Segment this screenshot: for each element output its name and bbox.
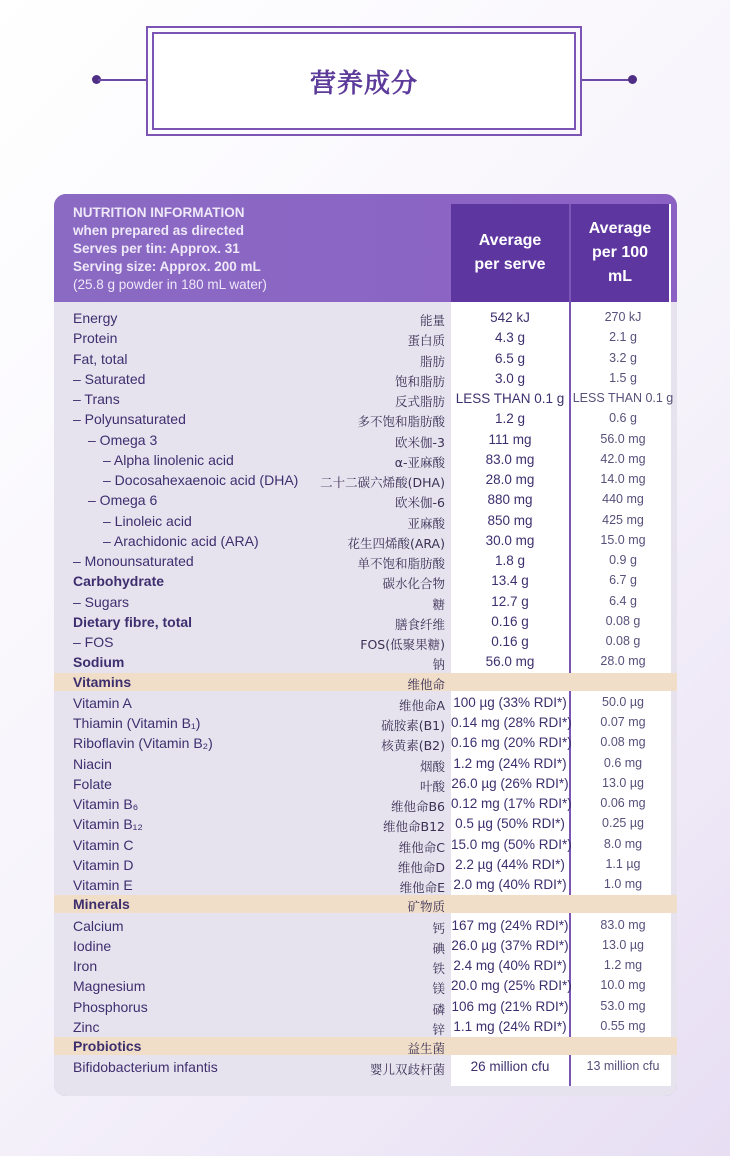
per-serve-value: 26 million cfu [470,1059,550,1075]
per-100ml-value: 13.0 µg [602,775,644,790]
nutrient-row [54,774,677,794]
nutrient-name-cn: 糖 [432,596,445,612]
per-serve-value: 0.12 mg (17% RDI*) [451,796,572,811]
per-serve-value: 1.2 mg (24% RDI*) [453,755,567,771]
nutrient-name: – Polyunsaturated [73,411,186,428]
per-100ml-value: 50.0 µg [602,694,644,709]
per-100ml-value: 0.6 mg [603,755,643,770]
nutrient-name: – Arachidonic acid (ARA) [103,532,259,549]
per-100ml-value: 83.0 mg [600,917,646,932]
nutrient-name: Vitamin B₆ [73,796,139,812]
nutrient-row [54,916,677,936]
per-100ml-value: 0.6 g [609,411,637,426]
per-100ml-value: 6.4 g [609,593,637,608]
nutrient-name: – Trans [73,391,120,407]
nutrient-row [54,733,677,753]
nutrient-name-cn: 钠 [432,657,445,673]
per-serve-value: 83.0 mg [485,451,535,467]
nutrition-panel [54,194,677,1096]
per-100ml-value: 0.06 mg [600,796,646,810]
nutrient-name: Vitamins [73,673,132,690]
section-row [54,1037,677,1055]
per-serve-header [451,204,569,302]
per-serve-value: 1.8 g [494,553,526,568]
nutrient-name-cn: α-亚麻酸 [394,454,445,470]
nutrient-name: Niacin [73,755,112,772]
per-serve-header-label: Average per serve [474,232,546,273]
nutrient-name: – FOS [73,634,114,650]
section-row [54,895,677,913]
nutrient-row [54,531,677,551]
nutrient-name-cn: 碘 [432,940,445,956]
nutrient-name-cn: 维他命B6 [390,799,445,814]
per-serve-value: 111 mg [488,431,532,447]
per-serve-value: 12.7 g [491,593,529,609]
per-100ml-value: 15.0 mg [600,532,646,547]
nutrient-name-cn: 单不饱和脂肪酸 [357,556,445,571]
nutrient-row [54,571,677,591]
nutrient-row [54,814,677,834]
per-serve-value: 880 mg [487,492,533,508]
nutrient-name-cn: 硫胺素(B1) [381,718,445,733]
per-serve-value: 28.0 mg [485,472,535,487]
nutrient-name: Probiotics [73,1038,142,1054]
nutrient-row [54,1057,677,1077]
per-serve-value: 3.0 g [494,370,526,386]
nutrient-name: Iron [73,958,98,974]
per-100ml-value: 1.1 µg [605,856,641,871]
heading-line: Serving size: Approx. 200 mL [73,259,261,274]
per-serve-value: 26.0 µg (26% RDI*) [451,775,569,791]
nutrient-name-cn: 欧米伽-3 [395,434,445,450]
per-100ml-value: 425 mg [602,512,644,527]
nutrient-name-cn: 蛋白质 [407,333,445,349]
per-100ml-value: 0.08 g [605,634,641,648]
nutrient-name: Thiamin (Vitamin B₁) [73,715,201,731]
per-serve-value: 0.5 µg (50% RDI*) [455,816,565,832]
nutrient-name: Minerals [73,896,130,913]
per-serve-value: 100 µg (33% RDI*) [453,694,567,710]
nutrient-row [54,328,677,348]
section-row [54,673,677,691]
nutrient-name-cn: 二十二碳六烯酸(DHA) [320,475,445,490]
nutrient-name: Vitamin C [73,836,134,853]
title-right-line [582,79,632,81]
per-serve-value: 13.4 g [491,573,529,589]
per-serve-value: 56.0 mg [485,654,535,670]
nutrient-row [54,936,677,956]
nutrient-name: Vitamin D [73,856,134,873]
nutrient-name-cn: 维他命B12 [383,819,445,835]
nutrient-row [54,1017,677,1037]
per-serve-value: 167 mg (24% RDI*) [451,917,569,933]
per-100ml-value: 2.1 g [609,330,637,345]
per-100ml-value: 6.7 g [609,573,637,588]
per-100ml-value: 1.5 g [609,370,637,385]
per-100ml-value: 0.9 g [609,553,637,567]
per-serve-value: 0.14 mg (28% RDI*) [451,715,572,730]
nutrient-name: Riboflavin (Vitamin B₂) [73,735,213,752]
per-serve-value: LESS THAN 0.1 g [455,391,565,406]
per-100ml-value: LESS THAN 0.1 g [572,391,674,405]
nutrient-name-cn: 维他命C [398,839,445,855]
nutrient-row [54,511,677,531]
per-serve-value: 15.0 mg (50% RDI*) [451,836,572,852]
per-100ml-value: 0.08 g [605,613,641,628]
per-100ml-value: 56.0 mg [600,431,646,446]
nutrient-name-cn: 能量 [419,313,445,328]
nutrient-row [54,693,677,713]
nutrient-name: Magnesium [73,978,146,995]
nutrient-row [54,409,677,429]
nutrient-name-cn: 叶酸 [419,778,445,794]
per-serve-value: 4.3 g [494,330,526,346]
per-serve-value: 0.16 g [491,634,529,649]
title-right-dot [628,75,637,84]
per-100ml-value: 53.0 mg [600,998,646,1013]
nutrient-name-cn: 维他命 [407,676,445,692]
nutrient-row [54,389,677,409]
nutrient-name-cn: 维他命A [398,697,445,713]
heading-line: when prepared as directed [73,223,245,238]
per-100ml-value: 8.0 mg [603,836,643,851]
per-100ml-value: 13 million cfu [586,1059,660,1074]
nutrient-row [54,430,677,450]
per-100ml-value: 28.0 mg [600,654,646,669]
nutrient-name-cn: 膳食纤维 [394,616,445,632]
nutrient-row [54,592,677,612]
heading-line: Serves per tin: Approx. 31 [73,241,240,256]
nutrient-name: – Linoleic acid [103,512,192,529]
per-serve-value: 2.0 mg (40% RDI*) [453,877,567,892]
page-title: 营养成分 [309,68,418,99]
nutrient-name-cn: 反式脂肪 [394,394,445,409]
nutrient-row [54,794,677,814]
nutrient-name: – Sugars [73,593,130,610]
per-serve-value: 542 kJ [490,310,530,325]
per-100ml-value: 1.2 mg [603,958,643,972]
nutrient-name-cn: 铁 [432,961,445,976]
nutrient-name: Vitamin E [73,877,133,893]
nutrient-name-cn: 欧米伽-6 [395,495,445,511]
nutrient-name: Sodium [73,654,125,671]
nutrient-name: – Saturated [73,370,146,387]
nutrient-name-cn: 脂肪 [419,353,445,369]
per-100ml-value: 10.0 mg [600,978,646,993]
nutrient-name: Bifidobacterium infantis [73,1059,218,1076]
nutrient-row [54,369,677,389]
nutrient-name-cn: 锌 [432,1021,445,1037]
per-100ml-value: 1.0 mg [603,877,643,891]
nutrient-name: Energy [73,310,118,326]
nutrient-row [54,551,677,571]
per-100ml-header [571,204,669,302]
per-100ml-value: 13.0 µg [602,937,644,952]
nutrient-row [54,308,677,328]
nutrient-name-cn: 镁 [432,981,445,997]
nutrient-name: – Alpha linolenic acid [103,451,234,468]
nutrient-name: Carbohydrate [73,573,165,590]
nutrient-row [54,470,677,490]
per-100ml-value: 440 mg [602,492,644,507]
nutrient-row [54,754,677,774]
per-100ml-value: 0.55 mg [600,1018,646,1033]
nutrient-name: Vitamin B₁₂ [73,816,143,833]
per-serve-value: 20.0 mg (25% RDI*) [451,978,572,994]
nutrient-name: – Docosahexaenoic acid (DHA) [103,472,299,488]
nutrient-name-cn: FOS(低聚果糖) [360,637,445,652]
per-100ml-value: 14.0 mg [600,472,646,486]
nutrition-info-heading [73,204,267,294]
per-serve-value: 850 mg [487,512,533,528]
nutrient-row [54,976,677,996]
per-100ml-header-label: Average per 100 mL [588,220,652,285]
per-serve-value: 2.2 µg (44% RDI*) [455,856,565,872]
nutrient-row [54,490,677,510]
heading-line: NUTRITION INFORMATION [73,205,245,220]
nutrient-name: Calcium [73,917,124,934]
nutrient-name-cn: 饱和脂肪 [394,373,445,389]
nutrient-name-cn: 维他命D [397,859,445,875]
title-frame [146,26,582,136]
per-serve-value: 6.5 g [494,350,526,366]
nutrient-row [54,997,677,1017]
nutrient-name: Fat, total [73,350,128,367]
nutrient-row [54,835,677,855]
per-serve-value: 2.4 mg (40% RDI*) [453,958,567,973]
nutrient-row [54,875,677,895]
per-serve-value: 1.2 g [494,411,526,427]
per-100ml-value: 270 kJ [604,310,642,324]
nutrient-name-cn: 婴儿双歧杆菌 [369,1062,445,1078]
nutrient-name-cn: 益生菌 [407,1041,445,1056]
per-serve-value: 0.16 g [491,613,529,629]
nutrient-name-cn: 维他命E [399,880,445,895]
nutrient-row [54,855,677,875]
per-100ml-value: 0.25 µg [602,816,644,831]
per-100ml-value: 0.08 mg [600,735,646,750]
nutrient-name-cn: 核黄素(B2) [381,738,445,754]
nutrient-name-cn: 多不饱和脂肪酸 [357,414,445,430]
heading-line: (25.8 g powder in 180 mL water) [73,277,267,292]
nutrient-name: Iodine [73,937,112,954]
per-serve-value: 106 mg (21% RDI*) [451,998,569,1014]
nutrient-row [54,632,677,652]
nutrient-name-cn: 亚麻酸 [407,515,445,531]
nutrient-row [54,450,677,470]
per-serve-value: 26.0 µg (37% RDI*) [451,937,569,953]
nutrient-name: Phosphorus [73,998,148,1015]
nutrient-name: Zinc [73,1018,100,1035]
per-serve-value: 0.16 mg (20% RDI*) [451,735,572,751]
nutrient-row [54,349,677,369]
nutrient-row [54,956,677,976]
nutrient-row [54,612,677,632]
nutrient-name: Protein [73,330,118,347]
nutrient-name-cn: 钙 [432,920,445,936]
nutrient-name: – Omega 6 [88,492,158,509]
per-100ml-value: 0.07 mg [600,715,646,729]
nutrient-name-cn: 碳水化合物 [382,576,445,592]
nutrient-row [54,713,677,733]
nutrient-name: Folate [73,775,112,792]
nutrient-name-cn: 磷 [432,1001,445,1017]
per-serve-value: 30.0 mg [485,532,535,548]
title-left-line [98,79,148,81]
nutrient-name: – Monounsaturated [73,553,194,569]
nutrient-name-cn: 烟酸 [419,758,445,774]
nutrient-name: Vitamin A [73,694,132,711]
nutrient-name: – Omega 3 [88,431,158,448]
per-serve-value: 1.1 mg (24% RDI*) [453,1018,567,1034]
nutrient-name: Dietary fibre, total [73,613,193,630]
per-100ml-value: 42.0 mg [600,451,646,466]
per-100ml-value: 3.2 g [609,350,637,365]
nutrient-name-cn: 花生四烯酸(ARA) [347,535,445,551]
nutrient-row [54,652,677,672]
nutrient-name-cn: 矿物质 [407,899,445,915]
